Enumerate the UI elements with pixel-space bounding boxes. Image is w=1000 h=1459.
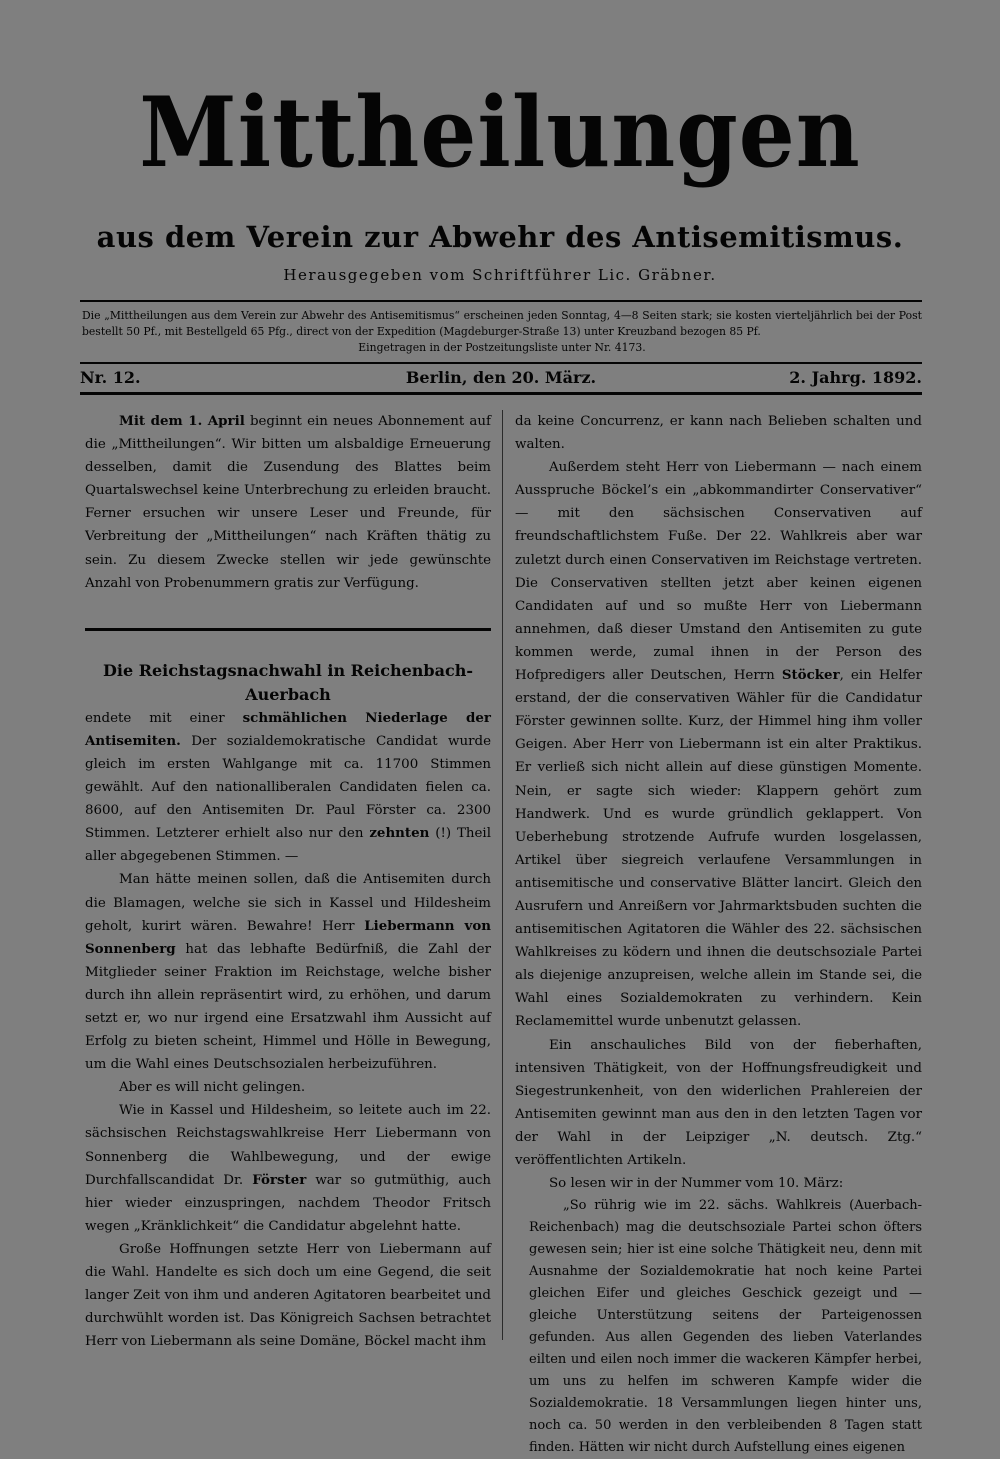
announcement-lead: Mit dem 1. April: [119, 413, 245, 429]
article-paragraph: da keine Concurrenz, er kann nach Belieben schalten und walten.: [515, 414, 922, 453]
newspaper-title: Mittheilungen: [139, 74, 861, 190]
subscription-notice: [82, 308, 922, 356]
right-column: [515, 410, 922, 1459]
article-paragraph: So lesen wir in der Nummer vom 10. März:: [549, 1176, 844, 1192]
article-paragraph: Außerdem steht Herr von Liebermann — nach einem Ausspruche Böckel’s ein „abkommandirter Conservativer“ — mit den sächsischen Conservativen auf freundschaftlichstem Fuße. Der 22. Wahlkreis aber war zuletzt durch einen Conservativen im Reichstage vertreten. Die Conservativen stellten jetzt aber keinen eigenen Candidaten auf und so mußte Herr von Liebermann annehmen, daß dieser Umstand den Antisemiten zu gute kommen werde, zumal ihnen in der Person des Hofpredigers aller Deutschen, Herrn Stöcker, ein Helfer erstand, der die conservativen Wähler für die Candidatur Förster gewinnen sollte. Kurz, der Himmel hing ihm voller Geigen. Aber Herr von Liebermann ist ein alter Praktikus. Er verließ sich nicht allein auf diese günstigen Momente. Nein, er sagte sich wieder: Klappern gehört zum Handwerk. Und es wurde gründlich geklappert. Von Ueberhebung strotzende Aufrufe wurden losgelassen, Artikel über siegreich verlaufene Versammlungen in antisemitische und conservative Blätter lancirt. Gleich den Ausrufern und Anreißern vor Jahrmarktsbuden suchten die antisemitischen Agitatoren die Wähler des 22. sächsischen Wahlkreises zu ködern und ihnen die deutschsoziale Partei als diejenige anzupreisen, welche allein im Stande sei, die Wahl eines Sozialdemokraten zu verhindern. Kein Reclamemittel wurde unbenutzt gelassen.: [515, 460, 922, 1030]
article-paragraph: Ein anschauliches Bild von der fieberhaften, intensiven Thätigkeit, von der Hoffnungsfreudigkeit und Siegestrunkenheit, von den widerlichen Prahlereien der Antisemiten gewinnt man aus den in den letzten Tagen vor der Wahl in der Leipziger „N. deutsch. Ztg.“ veröffentlichten Artikeln.: [515, 1037, 922, 1168]
issue-year: 2. Jahrg. 1892.: [789, 368, 922, 387]
block-quote: [515, 1195, 922, 1459]
notice-line-2: Eingetragen in der Postzeitungsliste unter Nr. 4173.: [358, 341, 646, 354]
dateline-top-rule: [80, 362, 922, 364]
issue-number: Nr. 12.: [80, 368, 141, 387]
article-paragraph: endete mit einer schmählichen Niederlage der Antisemiten. Der sozialdemokratische Candidat wurde gleich im ersten Wahlgange mit ca. 11700 Stimmen gewählt. Auf den nationalliberalen Candidaten fielen ca. 8600, auf den Antisemiten Dr. Paul Förster ca. 2300 Stimmen. Letzterer erhielt also nur den zehnten (!) Theil aller abgegebenen Stimmen. —: [85, 709, 491, 865]
editor-line: Herausgegeben vom Schriftführer Lic. Gräbner.: [283, 266, 717, 284]
article-paragraph: Wie in Kassel und Hildesheim, so leitete auch im 22. sächsischen Reichstagswahlkreise Herr Liebermann von Sonnenberg die Wahlbewegung, und der ewige Durchfallscandidat Dr. Förster war so gutmüthig, auch hier wieder einzuspringen, nachdem Theodor Fritsch wegen „Kränklichkeit“ die Candidatur abgelehnt hatte.: [85, 1103, 492, 1234]
dateline: [80, 368, 922, 390]
article-paragraph: Große Hoffnungen setzte Herr von Liebermann auf die Wahl. Handelte es sich doch um eine Gegend, die seit langer Zeit von ihm und anderen Agitatoren bearbeitet und durchwühlt worden ist. Das Königreich Sachsen betrachtet Herr von Liebermann als seine Domäne, Böckel macht ihm: [85, 1241, 491, 1350]
issue-place-date: Berlin, den 20. März.: [405, 368, 597, 387]
newspaper-subtitle: aus dem Verein zur Abwehr des Antisemitismus.: [96, 220, 904, 254]
left-column: [85, 410, 491, 1353]
quote-text: „So rührig wie im 22. sächs. Wahlkreis (Auerbach-Reichenbach) mag die deutschsoziale Partei schon öfters gewesen sein; hier ist eine solche Thätigkeit neu, denn mit Ausnahme der Sozialdemokratie hat noch keine Partei gleichen Eifer und gleiches Geschick gezeigt und — gleiche Unterstützung seitens der Parteigenossen gefunden. Aus allen Gegenden des lieben Vaterlandes eilten und eilen noch immer die wackeren Kämpfer herbei, um uns zu helfen im schweren Kampfe wider die Sozialdemokratie. 18 Versammlungen liegen hinter uns, noch ca. 50 werden in den verbleibenden 8 Tagen statt finden. Hätten wir nicht durch Aufstellung eines eigenen: [529, 1198, 922, 1456]
top-rule: [80, 300, 922, 302]
dateline-bottom-rule: [80, 392, 922, 395]
article-paragraph: Aber es will nicht gelingen.: [119, 1080, 306, 1096]
column-divider: [502, 410, 503, 1340]
announcement-text: beginnt ein neues Abonnement auf die „Mittheilungen“. Wir bitten um alsbaldige Erneuerung desselben, damit die Zusendung des Blattes beim Quartalswechsel keine Unterbrechung zu erleiden braucht. Ferner ersuchen wir unsere Leser und Freunde, für Verbreitung der „Mittheilungen“ nach Kräften thätig zu sein. Zu diesem Zwecke stellen wir jede gewünschte Anzahl von Probenummern gratis zur Verfügung.: [85, 414, 491, 591]
article-headline: Die Reichstagsnachwahl in Reichenbach-Auerbach: [103, 660, 473, 704]
article-paragraph: Man hätte meinen sollen, daß die Antisemiten durch die Blamagen, welche sie sich in Kassel und Hildesheim geholt, kurirt wären. Bewahre! Herr Liebermann von Sonnenberg hat das lebhafte Bedürfniß, die Zahl der Mitglieder seiner Fraktion im Reichstage, welche bisher durch ihn allein repräsentirt wird, zu erhöhen, und darum setzt er, wo nur irgend eine Ersatzwahl ihm Aussicht auf Erfolg zu bieten scheint, Himmel und Hölle in Bewegung, um die Wahl eines Deutschsozialen herbeizuführen.: [85, 872, 492, 1073]
masthead: [0, 74, 1000, 190]
subscription-announcement: [85, 410, 491, 595]
notice-line-1: Die „Mittheilungen aus dem Verein zur Abwehr des Antisemitismus“ erscheinen jeden Sonntag, 4—8 Seiten stark; sie kosten vierteljährlich bei der Post bestellt 50 Pf., mit Bestellgeld 65 Pfg., direct von der Expedition (Magdeburger-Straße 13) unter Kreuzband bezogen 85 Pf.: [82, 309, 922, 338]
